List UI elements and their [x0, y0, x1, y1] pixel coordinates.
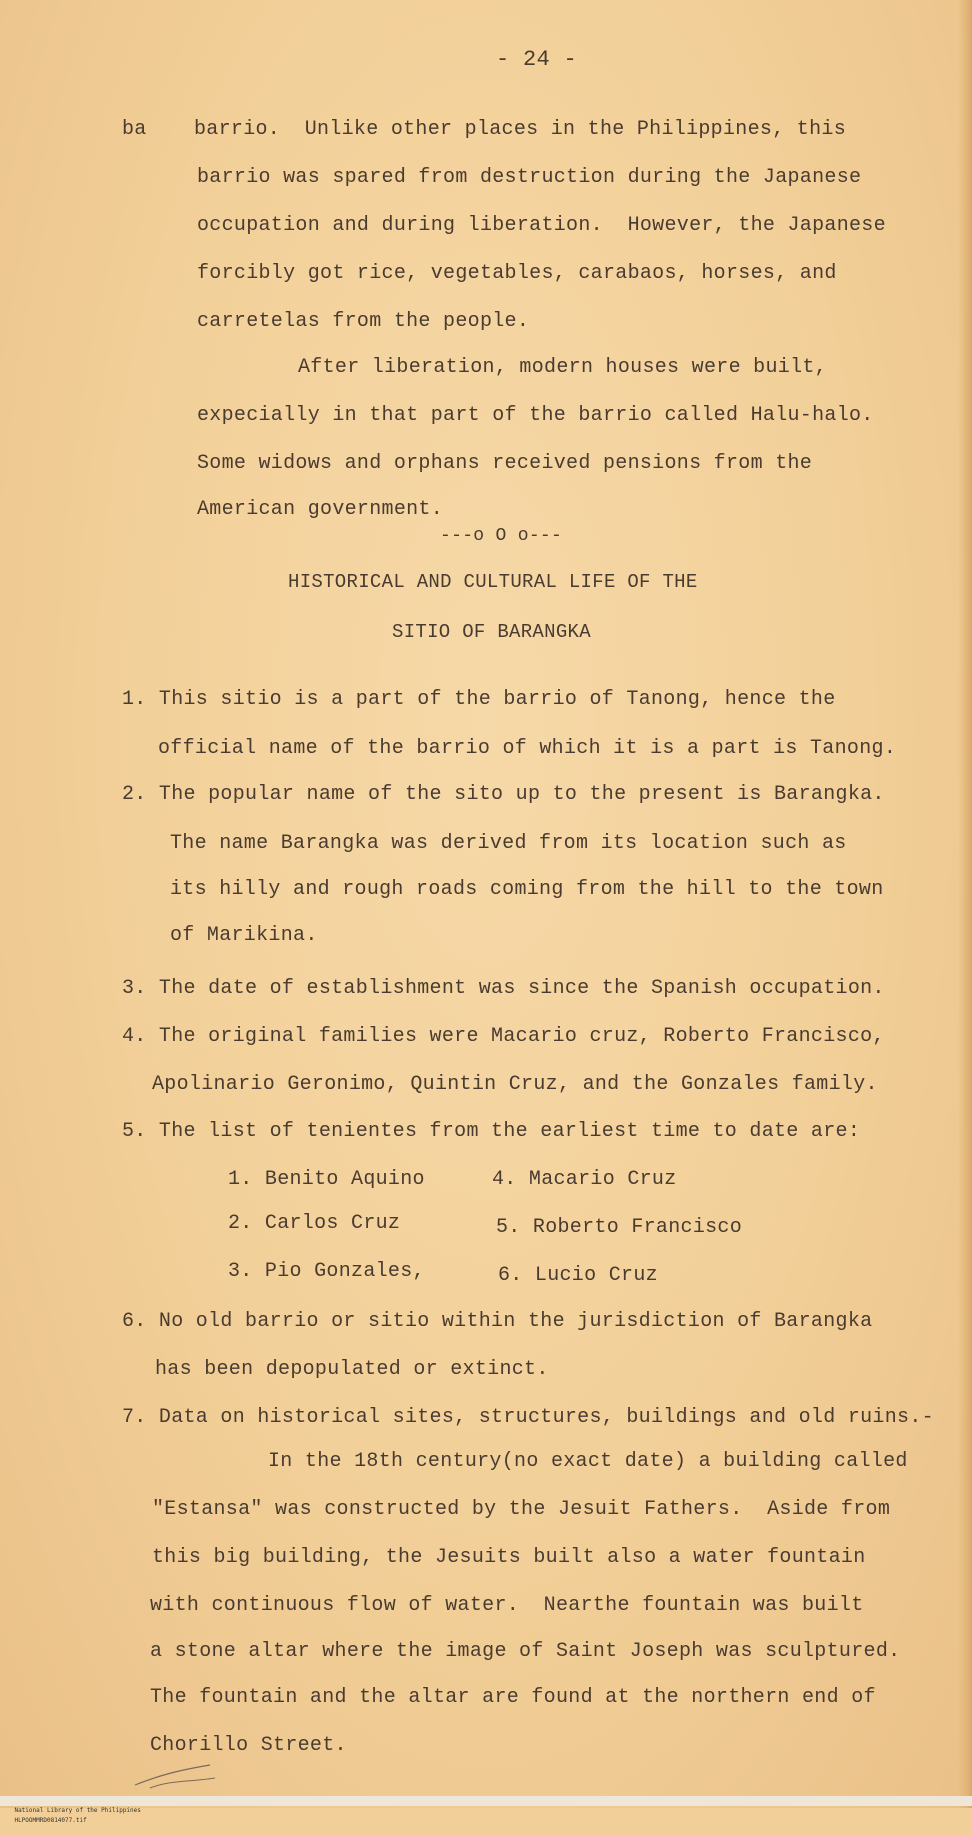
body-line: expecially in that part of the barrio called Halu-halo. — [197, 404, 874, 427]
list-item: 1. This sitio is a part of the barrio of Tanong, hence the — [122, 688, 836, 711]
list-item: Apolinario Geronimo, Quintin Cruz, and the Gonzales family. — [152, 1073, 878, 1096]
paper-edge — [958, 0, 972, 1808]
list-item: In the 18th century(no exact date) a building called — [268, 1450, 908, 1473]
body-line: barrio. Unlike other places in the Philippines, this — [194, 118, 847, 141]
list-item: "Estansa" was constructed by the Jesuit Fathers. Aside from — [152, 1498, 891, 1521]
list-item: this big building, the Jesuits built also a water fountain — [152, 1546, 866, 1569]
footer-library: National Library of the Philippines — [14, 1807, 141, 1814]
section-heading: SITIO OF BARANGKA — [392, 621, 591, 643]
page-number: - 24 - — [496, 47, 578, 72]
body-line: carretelas from the people. — [197, 310, 530, 333]
teniente-entry: 1. Benito Aquino — [228, 1168, 425, 1191]
section-separator: ---o O o--- — [440, 526, 563, 546]
teniente-entry: 3. Pio Gonzales, — [228, 1260, 425, 1283]
body-line: After liberation, modern houses were built, — [298, 356, 827, 379]
body-line: occupation and during liberation. However, the Japanese — [197, 214, 886, 237]
list-item: 6. No old barrio or sitio within the jurisdiction of Barangka — [122, 1310, 873, 1333]
teniente-entry: 4. Macario Cruz — [492, 1168, 677, 1191]
teniente-entry: 6. Lucio Cruz — [498, 1264, 658, 1287]
list-item: its hilly and rough roads coming from the hill to the town — [170, 878, 884, 901]
section-heading: HISTORICAL AND CULTURAL LIFE OF THE — [288, 571, 698, 593]
body-line: forcibly got rice, vegetables, carabaos, horses, and — [197, 262, 837, 285]
list-item: 3. The date of establishment was since the Spanish occupation. — [122, 977, 885, 1000]
pencil-scribble — [130, 1760, 220, 1790]
margin-text: ba — [122, 118, 147, 141]
teniente-entry: 5. Roberto Francisco — [496, 1216, 743, 1239]
list-item: 2. The popular name of the sito up to the present is Barangka. — [122, 783, 885, 806]
list-item: of Marikina. — [170, 924, 318, 947]
list-item: has been depopulated or extinct. — [155, 1358, 549, 1381]
scan-footer — [0, 1796, 972, 1824]
list-item: 4. The original families were Macario cruz, Roberto Francisco, — [122, 1025, 885, 1048]
list-item: official name of the barrio of which it is a part is Tanong. — [158, 737, 897, 760]
list-item: 7. Data on historical sites, structures, buildings and old ruins.- — [122, 1406, 934, 1429]
body-line: Some widows and orphans received pensions from the — [197, 452, 813, 475]
list-item: a stone altar where the image of Saint Joseph was sculptured. — [150, 1640, 901, 1663]
list-item: The name Barangka was derived from its location such as — [170, 832, 847, 855]
teniente-entry: 2. Carlos Cruz — [228, 1212, 401, 1235]
footer-code: HLPOOMMRD0814077.tif — [14, 1817, 87, 1824]
list-item: The fountain and the altar are found at the northern end of — [150, 1686, 876, 1709]
list-item: Chorillo Street. — [150, 1734, 347, 1757]
body-line: barrio was spared from destruction during the Japanese — [197, 166, 862, 189]
list-item: 5. The list of tenientes from the earliest time to date are: — [122, 1120, 861, 1143]
list-item: with continuous flow of water. Nearthe fountain was built — [150, 1594, 864, 1617]
body-line: American government. — [197, 498, 444, 521]
